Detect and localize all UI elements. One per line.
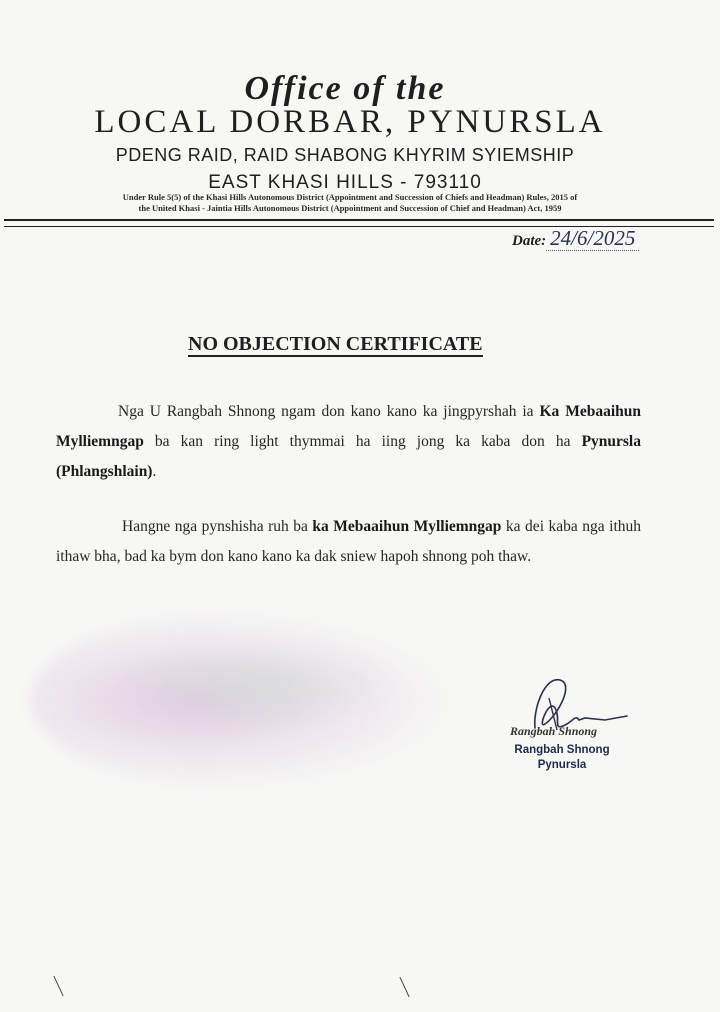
office-of-title: Office of the — [244, 70, 446, 107]
date-label: Date: — [512, 233, 547, 249]
body-paragraph-2 — [56, 512, 641, 572]
paragraph-text: ka dei kaba nga ithuh ithaw bha, bad ka bym don kano kano ka dak sniew hapoh shnong poh thaw. — [56, 518, 642, 565]
signatory-block — [498, 743, 626, 773]
paragraph-text: Nga U Rangbah Shnong ngam don kano kano ka jingpyrshah ia — [118, 403, 540, 420]
applicant-name: Ka Mebaaihun Mylliemngap — [56, 403, 642, 450]
rule-note-line-2: the United Khasi - Jaintia Hills Autonomous District (Appointment and Succession of Chief and Headman) Act, 1959 — [138, 203, 562, 213]
signatory-role: Rangbah Shnong — [514, 744, 610, 756]
date-field — [512, 226, 639, 251]
organization-name: LOCAL DORBAR, PYNURSLA — [94, 104, 606, 140]
place-name: Pynursla (Phlangshlain) — [56, 433, 641, 480]
paragraph-text: ba kan ring light thymmai ha iing jong ka kaba don ha — [143, 433, 582, 450]
body-paragraph-1 — [56, 397, 641, 487]
address-line-2: EAST KHASI HILLS - 793110 — [208, 172, 482, 193]
signatory-place: Pynursla — [537, 759, 587, 771]
signature-title: Rangbah Shnong — [510, 724, 598, 738]
certificate-heading: NO OBJECTION CERTIFICATE — [188, 333, 483, 355]
address-line-1: PDENG RAID, RAID SHABONG KHYRIM SYIEMSHIP — [115, 145, 575, 165]
paragraph-text: . — [152, 463, 157, 480]
rule-note-line-1: Under Rule 5(5) of the Khasi Hills Autonomous District (Appointment and Succession of Chiefs and Headman) Rules, 2015 of — [122, 192, 578, 202]
scan-mark — [53, 976, 63, 996]
ink-stain — [120, 640, 400, 730]
date-value: 24/6/2025 — [546, 226, 639, 251]
header-divider-thick — [4, 219, 714, 221]
paragraph-text: Hangne nga pynshisha ruh ba — [122, 518, 313, 535]
scan-mark — [399, 977, 409, 997]
applicant-name: ka Mebaaihun Mylliemngap — [312, 518, 502, 535]
